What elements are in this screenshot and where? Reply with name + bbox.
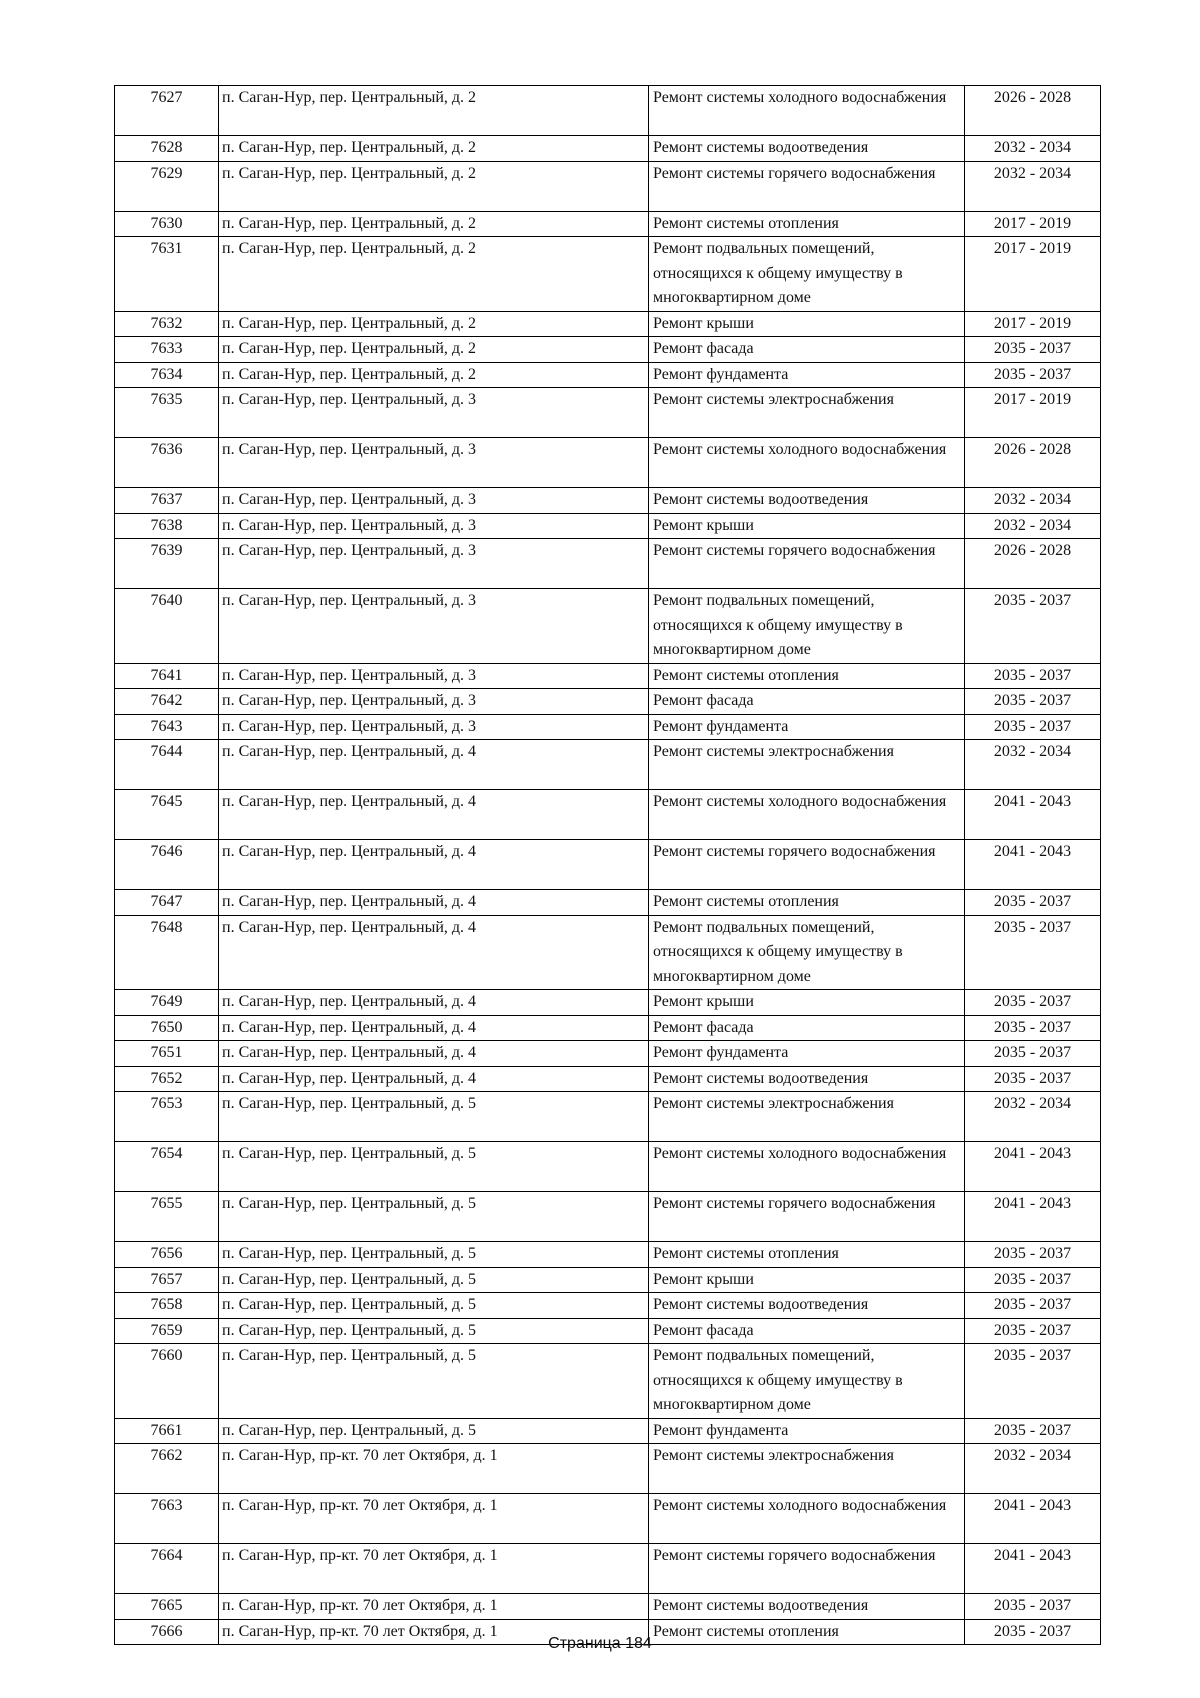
table-row (115, 1418, 1101, 1444)
row-work-type: Ремонт фундамента (649, 362, 965, 388)
table-row (115, 1142, 1101, 1192)
row-work-type: Ремонт крыши (649, 1267, 965, 1293)
row-work-type: Ремонт системы горячего водоснабжения (649, 1544, 965, 1594)
row-number: 7647 (115, 890, 219, 916)
row-years: 2035 - 2037 (965, 1066, 1101, 1092)
row-work-type: Ремонт системы водоотведения (649, 1594, 965, 1620)
table-row (115, 237, 1101, 312)
row-address: п. Саган-Нур, пер. Центральный, д. 4 (219, 915, 649, 990)
row-years: 2035 - 2037 (965, 915, 1101, 990)
row-years: 2032 - 2034 (965, 488, 1101, 514)
row-work-type: Ремонт системы холодного водоснабжения (649, 1494, 965, 1544)
row-address: п. Саган-Нур, пер. Центральный, д. 4 (219, 1015, 649, 1041)
table-row (115, 136, 1101, 162)
table-body (115, 86, 1101, 1645)
row-address: п. Саган-Нур, пер. Центральный, д. 5 (219, 1418, 649, 1444)
row-address: п. Саган-Нур, пр-кт. 70 лет Октября, д. 1 (219, 1594, 649, 1620)
row-years: 2026 - 2028 (965, 86, 1101, 136)
table-row (115, 1293, 1101, 1319)
row-number: 7639 (115, 539, 219, 589)
row-years: 2032 - 2034 (965, 740, 1101, 790)
row-number: 7630 (115, 211, 219, 237)
row-number: 7652 (115, 1066, 219, 1092)
row-address: п. Саган-Нур, пер. Центральный, д. 5 (219, 1092, 649, 1142)
row-years: 2035 - 2037 (965, 1293, 1101, 1319)
row-years: 2035 - 2037 (965, 689, 1101, 715)
table-row (115, 161, 1101, 211)
row-address: п. Саган-Нур, пер. Центральный, д. 4 (219, 890, 649, 916)
row-years: 2041 - 2043 (965, 1192, 1101, 1242)
row-work-type: Ремонт подвальных помещений, относящихся к общему имуществу в многоквартирном доме (649, 589, 965, 664)
table-row (115, 211, 1101, 237)
row-number: 7636 (115, 438, 219, 488)
row-years: 2035 - 2037 (965, 1267, 1101, 1293)
row-address: п. Саган-Нур, пер. Центральный, д. 4 (219, 790, 649, 840)
row-address: п. Саган-Нур, пер. Центральный, д. 3 (219, 589, 649, 664)
row-address: п. Саган-Нур, пер. Центральный, д. 5 (219, 1293, 649, 1319)
row-years: 2035 - 2037 (965, 362, 1101, 388)
row-work-type: Ремонт системы горячего водоснабжения (649, 161, 965, 211)
row-address: п. Саган-Нур, пр-кт. 70 лет Октября, д. 1 (219, 1544, 649, 1594)
row-address: п. Саган-Нур, пер. Центральный, д. 5 (219, 1344, 649, 1419)
row-number: 7648 (115, 915, 219, 990)
row-years: 2041 - 2043 (965, 790, 1101, 840)
row-number: 7653 (115, 1092, 219, 1142)
row-years: 2041 - 2043 (965, 840, 1101, 890)
row-address: п. Саган-Нур, пер. Центральный, д. 3 (219, 689, 649, 715)
row-address: п. Саган-Нур, пер. Центральный, д. 2 (219, 362, 649, 388)
row-address: п. Саган-Нур, пер. Центральный, д. 3 (219, 388, 649, 438)
row-years: 2035 - 2037 (965, 1619, 1101, 1645)
row-years: 2032 - 2034 (965, 1444, 1101, 1494)
page-number: Страница 184 (548, 1635, 652, 1652)
row-work-type: Ремонт фасада (649, 337, 965, 363)
row-number: 7634 (115, 362, 219, 388)
row-number: 7661 (115, 1418, 219, 1444)
row-address: п. Саган-Нур, пер. Центральный, д. 5 (219, 1192, 649, 1242)
row-address: п. Саган-Нур, пер. Центральный, д. 2 (219, 337, 649, 363)
row-number: 7632 (115, 311, 219, 337)
row-number: 7666 (115, 1619, 219, 1645)
table-row (115, 1192, 1101, 1242)
row-number: 7659 (115, 1318, 219, 1344)
row-work-type: Ремонт системы горячего водоснабжения (649, 539, 965, 589)
row-years: 2017 - 2019 (965, 311, 1101, 337)
row-work-type: Ремонт системы отопления (649, 1619, 965, 1645)
row-address: п. Саган-Нур, пер. Центральный, д. 3 (219, 438, 649, 488)
row-address: п. Саган-Нур, пер. Центральный, д. 3 (219, 488, 649, 514)
row-years: 2026 - 2028 (965, 539, 1101, 589)
table-row (115, 689, 1101, 715)
row-work-type: Ремонт фасада (649, 689, 965, 715)
table-row (115, 311, 1101, 337)
row-address: п. Саган-Нур, пр-кт. 70 лет Октября, д. 1 (219, 1444, 649, 1494)
row-years: 2041 - 2043 (965, 1494, 1101, 1544)
row-address: п. Саган-Нур, пер. Центральный, д. 5 (219, 1318, 649, 1344)
table-row (115, 1015, 1101, 1041)
row-years: 2035 - 2037 (965, 337, 1101, 363)
row-address: п. Саган-Нур, пер. Центральный, д. 5 (219, 1267, 649, 1293)
table-row (115, 1444, 1101, 1494)
row-work-type: Ремонт системы отопления (649, 663, 965, 689)
row-years: 2035 - 2037 (965, 714, 1101, 740)
row-work-type: Ремонт системы холодного водоснабжения (649, 1142, 965, 1192)
table-row (115, 388, 1101, 438)
row-number: 7638 (115, 513, 219, 539)
row-work-type: Ремонт системы горячего водоснабжения (649, 840, 965, 890)
row-number: 7640 (115, 589, 219, 664)
row-number: 7654 (115, 1142, 219, 1192)
row-work-type: Ремонт системы электроснабжения (649, 1444, 965, 1494)
row-work-type: Ремонт системы отопления (649, 1242, 965, 1268)
table-row (115, 740, 1101, 790)
row-address: п. Саган-Нур, пер. Центральный, д. 3 (219, 714, 649, 740)
row-years: 2035 - 2037 (965, 1344, 1101, 1419)
table-row (115, 1092, 1101, 1142)
row-years: 2017 - 2019 (965, 388, 1101, 438)
row-number: 7664 (115, 1544, 219, 1594)
row-number: 7662 (115, 1444, 219, 1494)
row-number: 7643 (115, 714, 219, 740)
row-work-type: Ремонт фундамента (649, 1041, 965, 1067)
row-years: 2032 - 2034 (965, 513, 1101, 539)
row-years: 2035 - 2037 (965, 890, 1101, 916)
row-number: 7665 (115, 1594, 219, 1620)
row-number: 7646 (115, 840, 219, 890)
row-work-type: Ремонт фундамента (649, 714, 965, 740)
table-row (115, 840, 1101, 890)
row-address: п. Саган-Нур, пер. Центральный, д. 4 (219, 740, 649, 790)
row-number: 7642 (115, 689, 219, 715)
row-number: 7627 (115, 86, 219, 136)
row-address: п. Саган-Нур, пер. Центральный, д. 2 (219, 86, 649, 136)
row-number: 7660 (115, 1344, 219, 1419)
row-address: п. Саган-Нур, пер. Центральный, д. 4 (219, 990, 649, 1016)
table-row (115, 1267, 1101, 1293)
table-row (115, 513, 1101, 539)
row-address: п. Саган-Нур, пр-кт. 70 лет Октября, д. 1 (219, 1619, 649, 1645)
row-address: п. Саган-Нур, пер. Центральный, д. 3 (219, 539, 649, 589)
row-years: 2041 - 2043 (965, 1142, 1101, 1192)
row-number: 7656 (115, 1242, 219, 1268)
row-years: 2035 - 2037 (965, 1015, 1101, 1041)
row-address: п. Саган-Нур, пер. Центральный, д. 2 (219, 161, 649, 211)
row-number: 7633 (115, 337, 219, 363)
row-years: 2035 - 2037 (965, 1242, 1101, 1268)
row-number: 7641 (115, 663, 219, 689)
row-work-type: Ремонт фундамента (649, 1418, 965, 1444)
table-row (115, 589, 1101, 664)
table-row (115, 1344, 1101, 1419)
row-number: 7663 (115, 1494, 219, 1544)
row-work-type: Ремонт системы холодного водоснабжения (649, 790, 965, 840)
table-row (115, 990, 1101, 1016)
row-work-type: Ремонт крыши (649, 990, 965, 1016)
row-number: 7658 (115, 1293, 219, 1319)
row-work-type: Ремонт системы водоотведения (649, 1293, 965, 1319)
table-row (115, 1242, 1101, 1268)
row-address: п. Саган-Нур, пр-кт. 70 лет Октября, д. 1 (219, 1494, 649, 1544)
table-row (115, 539, 1101, 589)
table-row (115, 488, 1101, 514)
row-work-type: Ремонт подвальных помещений, относящихся к общему имуществу в многоквартирном доме (649, 1344, 965, 1419)
row-years: 2035 - 2037 (965, 663, 1101, 689)
work-schedule-table (114, 85, 1101, 1645)
row-number: 7657 (115, 1267, 219, 1293)
row-work-type: Ремонт системы электроснабжения (649, 388, 965, 438)
row-address: п. Саган-Нур, пер. Центральный, д. 2 (219, 237, 649, 312)
row-address: п. Саган-Нур, пер. Центральный, д. 4 (219, 1041, 649, 1067)
row-work-type: Ремонт крыши (649, 311, 965, 337)
row-years: 2035 - 2037 (965, 990, 1101, 1016)
row-work-type: Ремонт системы холодного водоснабжения (649, 86, 965, 136)
row-number: 7629 (115, 161, 219, 211)
row-work-type: Ремонт системы отопления (649, 890, 965, 916)
table-row (115, 337, 1101, 363)
table-row (115, 1494, 1101, 1544)
table-row (115, 1066, 1101, 1092)
row-address: п. Саган-Нур, пер. Центральный, д. 2 (219, 211, 649, 237)
row-number: 7651 (115, 1041, 219, 1067)
row-number: 7655 (115, 1192, 219, 1242)
row-years: 2041 - 2043 (965, 1544, 1101, 1594)
row-years: 2017 - 2019 (965, 211, 1101, 237)
row-number: 7637 (115, 488, 219, 514)
row-number: 7649 (115, 990, 219, 1016)
table-row (115, 438, 1101, 488)
row-number: 7628 (115, 136, 219, 162)
row-work-type: Ремонт системы водоотведения (649, 136, 965, 162)
row-number: 7645 (115, 790, 219, 840)
row-work-type: Ремонт крыши (649, 513, 965, 539)
row-work-type: Ремонт фасада (649, 1015, 965, 1041)
row-years: 2032 - 2034 (965, 161, 1101, 211)
row-number: 7644 (115, 740, 219, 790)
row-work-type: Ремонт подвальных помещений, относящихся к общему имуществу в многоквартирном доме (649, 237, 965, 312)
row-years: 2035 - 2037 (965, 1594, 1101, 1620)
row-address: п. Саган-Нур, пер. Центральный, д. 3 (219, 513, 649, 539)
row-years: 2026 - 2028 (965, 438, 1101, 488)
table-row (115, 714, 1101, 740)
table-row (115, 1544, 1101, 1594)
row-address: п. Саган-Нур, пер. Центральный, д. 2 (219, 136, 649, 162)
row-address: п. Саган-Нур, пер. Центральный, д. 4 (219, 1066, 649, 1092)
table-row (115, 890, 1101, 916)
row-work-type: Ремонт фасада (649, 1318, 965, 1344)
row-number: 7650 (115, 1015, 219, 1041)
row-number: 7631 (115, 237, 219, 312)
table-row (115, 790, 1101, 840)
row-address: п. Саган-Нур, пер. Центральный, д. 5 (219, 1142, 649, 1192)
row-work-type: Ремонт системы холодного водоснабжения (649, 438, 965, 488)
row-work-type: Ремонт системы водоотведения (649, 1066, 965, 1092)
row-address: п. Саган-Нур, пер. Центральный, д. 5 (219, 1242, 649, 1268)
row-number: 7635 (115, 388, 219, 438)
row-work-type: Ремонт системы горячего водоснабжения (649, 1192, 965, 1242)
row-years: 2032 - 2034 (965, 136, 1101, 162)
row-years: 2035 - 2037 (965, 1318, 1101, 1344)
row-years: 2035 - 2037 (965, 1418, 1101, 1444)
table-row (115, 915, 1101, 990)
table-row (115, 1318, 1101, 1344)
row-years: 2017 - 2019 (965, 237, 1101, 312)
table-row (115, 362, 1101, 388)
row-years: 2035 - 2037 (965, 1041, 1101, 1067)
table-row (115, 86, 1101, 136)
row-years: 2032 - 2034 (965, 1092, 1101, 1142)
row-years: 2035 - 2037 (965, 589, 1101, 664)
table-row (115, 1594, 1101, 1620)
row-work-type: Ремонт системы водоотведения (649, 488, 965, 514)
row-address: п. Саган-Нур, пер. Центральный, д. 2 (219, 311, 649, 337)
row-address: п. Саган-Нур, пер. Центральный, д. 3 (219, 663, 649, 689)
table-row (115, 1041, 1101, 1067)
row-work-type: Ремонт подвальных помещений, относящихся к общему имуществу в многоквартирном доме (649, 915, 965, 990)
row-address: п. Саган-Нур, пер. Центральный, д. 4 (219, 840, 649, 890)
row-work-type: Ремонт системы электроснабжения (649, 1092, 965, 1142)
row-work-type: Ремонт системы отопления (649, 211, 965, 237)
row-work-type: Ремонт системы электроснабжения (649, 740, 965, 790)
table-row (115, 663, 1101, 689)
